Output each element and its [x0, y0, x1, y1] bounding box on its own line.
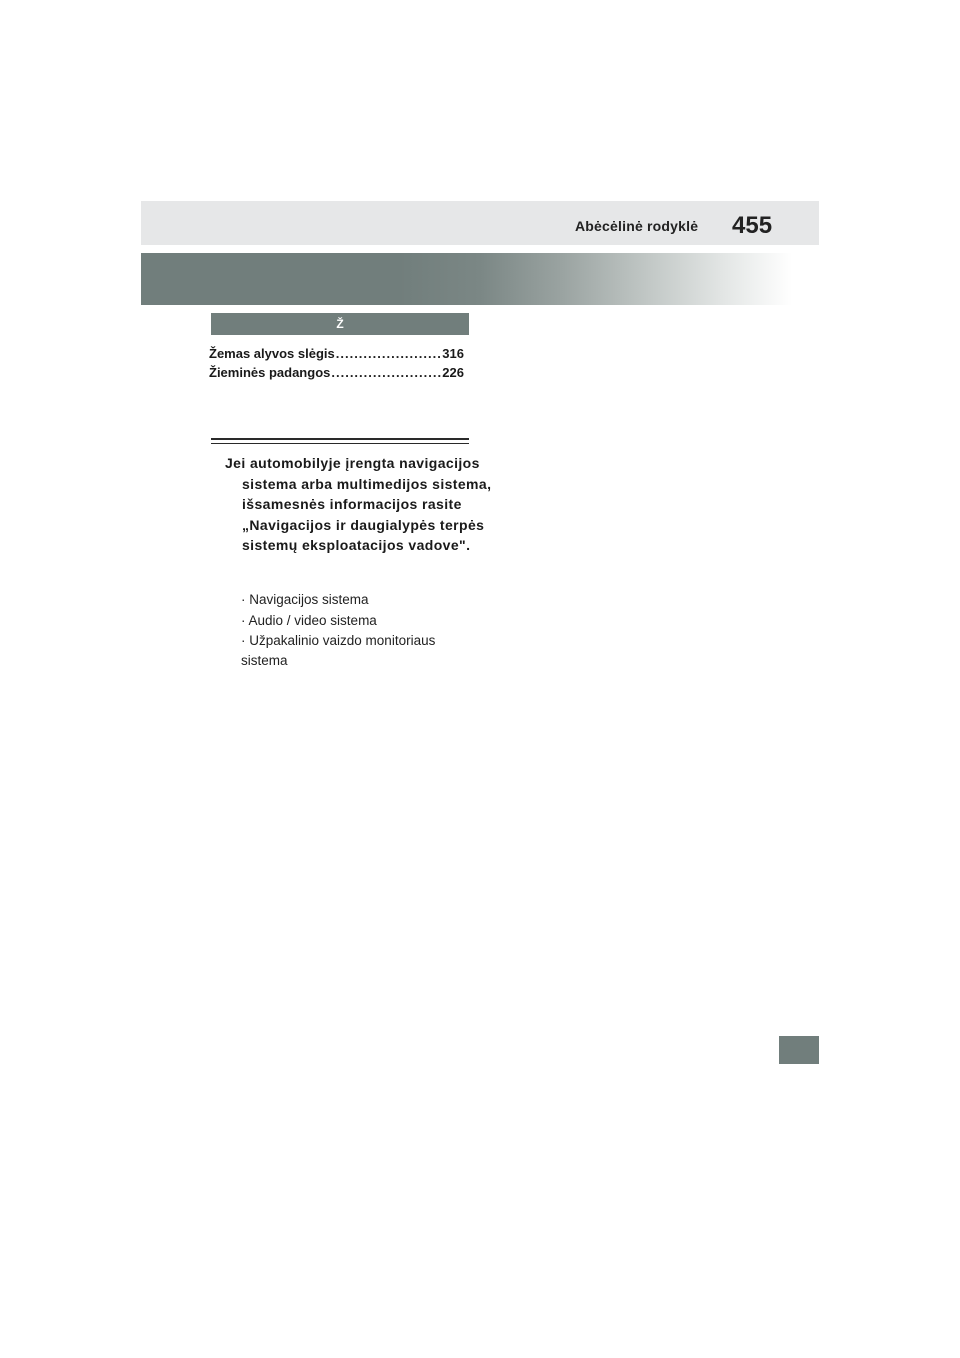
index-entry-term: Žieminės padangos	[209, 365, 331, 380]
page-number: 455	[732, 212, 773, 239]
header-title: Abėcėlinė rodyklė	[575, 218, 699, 234]
header-bar	[141, 201, 819, 245]
index-entry-leader-dots	[331, 363, 441, 382]
chapter-thumb-tab	[779, 1036, 819, 1064]
list-item: · Navigacijos sistema	[241, 592, 369, 607]
section-letter-header: Ž	[211, 313, 469, 335]
index-entry[interactable]	[209, 363, 464, 382]
index-entry-term: Žemas alyvos slėgis	[209, 346, 335, 361]
index-entry[interactable]	[209, 344, 464, 363]
list-item: · Užpakalinio vaizdo monitoriaus sistema	[241, 633, 436, 668]
decorative-gradient-band	[141, 253, 819, 305]
index-list	[209, 344, 464, 382]
list-item: · Audio / video sistema	[241, 612, 377, 628]
section-divider-thick	[211, 438, 469, 440]
navigation-note-list	[241, 590, 469, 672]
section-divider-thin	[211, 443, 469, 444]
index-entry-page: 316	[442, 346, 464, 361]
index-entry-page: 226	[442, 365, 464, 380]
index-entry-leader-dots	[336, 344, 442, 363]
navigation-note-heading: Jei automobilyje įrengta navigacijos sistema arba multimedijos sistema, išsamesnės informacijos rasite „Navigacijos ir daugialypės terpės sistemų eksploatacijos vadove".	[225, 455, 492, 553]
